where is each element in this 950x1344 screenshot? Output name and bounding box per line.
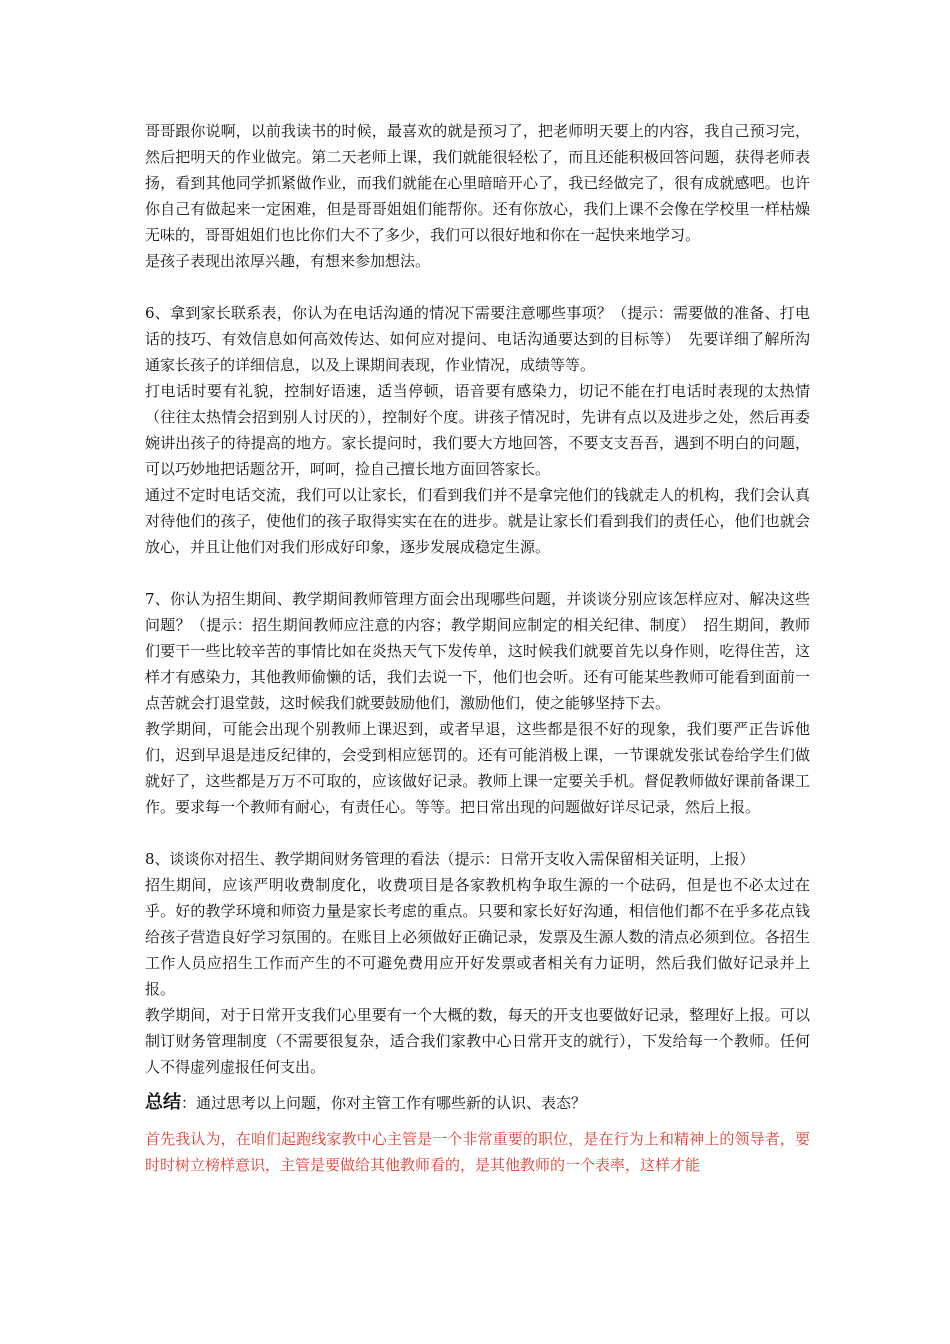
summary-label: 总结 — [145, 1092, 181, 1113]
question-6-paragraph-2: 打电话时要有礼貌，控制好语速，适当停顿，语音要有感染力，切记不能在打电话时表现的太热情（往往太热情会招到别人讨厌的），控制好个度。讲孩子情况时，先讲有点以及进步之处，然后再委婉讲出孩子的待提高的地方。家长提问时，我们要大方地回答，不要支支吾吾，遇到不明白的问题，可以巧妙地把话题岔开，呵呵，捡自己擅长地方面回答家长。 — [145, 382, 810, 478]
question-6-paragraph-3: 通过不定时电话交流，我们可以让家长，们看到我们并不是拿完他们的钱就走人的机构，我们会认真对待他们的孩子，使他们的孩子取得实实在在的进步。就是让家长们看到我们的责任心，他们也就会放心，并且让他们对我们形成好印象，逐步发展成稳定生源。 — [145, 486, 810, 556]
summary-question — [145, 1088, 810, 1118]
intro-paragraph-1: 哥哥跟你说啊，以前我读书的时候，最喜欢的就是预习了，把老师明天要上的内容，我自己预习完，然后把明天的作业做完。第二天老师上课，我们就能很轻松了，而且还能积极回答问题，获得老师表扬，看到其他同学抓紧做作业，而我们就能在心里暗暗开心了，我已经做完了，很有成就感吧。也许你自己有做起来一定困难，但是哥哥姐姐们能帮你。还有你放心，我们上课不会像在学校里一样枯燥无味的，哥哥姐姐们也比你们大不了多少，我们可以很好地和你在一起快来地学习。 — [145, 122, 810, 244]
section-spacer — [145, 274, 810, 300]
section-spacer — [145, 560, 810, 586]
question-7-paragraph-1: 7、你认为招生期间、教学期间教师管理方面会出现哪些问题，并谈谈分别应该怎样应对、解决这些问题？（提示：招生期间教师应注意的内容；教学期间应制定的相关纪律、制度） 招生期间，教师们要干一些比较辛苦的事情比如在炎热天气下发传单，这时候我们就要首先以身作则，吃得住苦，这样才有感染力，其他教师偷懒的话，我们去说一下，他们也会听。还有可能某些教师可能看到面前一点苦就会打退堂鼓，这时候我们就要鼓励他们，激励他们，使之能够坚持下去。 — [145, 590, 810, 712]
intro-paragraph-2: 是孩子表现出浓厚兴趣，有想来参加想法。 — [145, 252, 431, 270]
document-page — [145, 118, 810, 1178]
question-8-heading: 8、谈谈你对招生、教学期间财务管理的看法（提示：日常开支收入需保留相关证明，上报） — [145, 850, 755, 868]
question-8-paragraph-3: 教学期间，对于日常开支我们心里要有一个大概的数，每天的开支也要做好记录，整理好上报。可以制订财务管理制度（不需要很复杂，适合我们家教中心日常开支的就行），下发给每一个教师。任何人不得虚列虚报任何支出。 — [145, 1006, 810, 1076]
summary-answer: 首先我认为，在咱们起跑线家教中心主管是一个非常重要的职位，是在行为上和精神上的领导者，要时时树立榜样意识，主管是要做给其他教师看的，是其他教师的一个表率，这样才能 — [145, 1130, 810, 1174]
summary-question-text: ：通过思考以上问题，你对主管工作有哪些新的认识、表态？ — [181, 1094, 587, 1112]
section-spacer — [145, 820, 810, 846]
question-7-paragraph-2: 教学期间，可能会出现个别教师上课迟到，或者早退，这些都是很不好的现象，我们要严正告诉他们，迟到早退是违反纪律的，会受到相应惩罚的。还有可能消极上课，一节课就发张试卷给学生们做就好了，这些都是万万不可取的，应该做好记录。教师上课一定要关手机。督促教师做好课前备课工作。要求每一个教师有耐心，有责任心。等等。把日常出现的问题做好详尽记录，然后上报。 — [145, 720, 810, 816]
question-8-paragraph-2: 招生期间，应该严明收费制度化，收费项目是各家教机构争取生源的一个砝码，但是也不必太过在乎。好的教学环境和师资力量是家长考虑的重点。只要和家长好好沟通，相信他们都不在乎多花点钱给孩子营造良好学习氛围的。在账目上必须做好正确记录，发票及生源人数的清点必须到位。各招生工作人员应招生工作而产生的不可避免费用应开好发票或者相关有力证明，然后我们做好记录并上报。 — [145, 876, 810, 998]
question-6-paragraph-1: 6、拿到家长联系表，你认为在电话沟通的情况下需要注意哪些事项？（提示：需要做的准备、打电话的技巧、有效信息如何高效传达、如何应对提问、电话沟通要达到的目标等） 先要详细了解所沟通家长孩子的详细信息，以及上课期间表现，作业情况，成绩等等。 — [145, 304, 810, 374]
